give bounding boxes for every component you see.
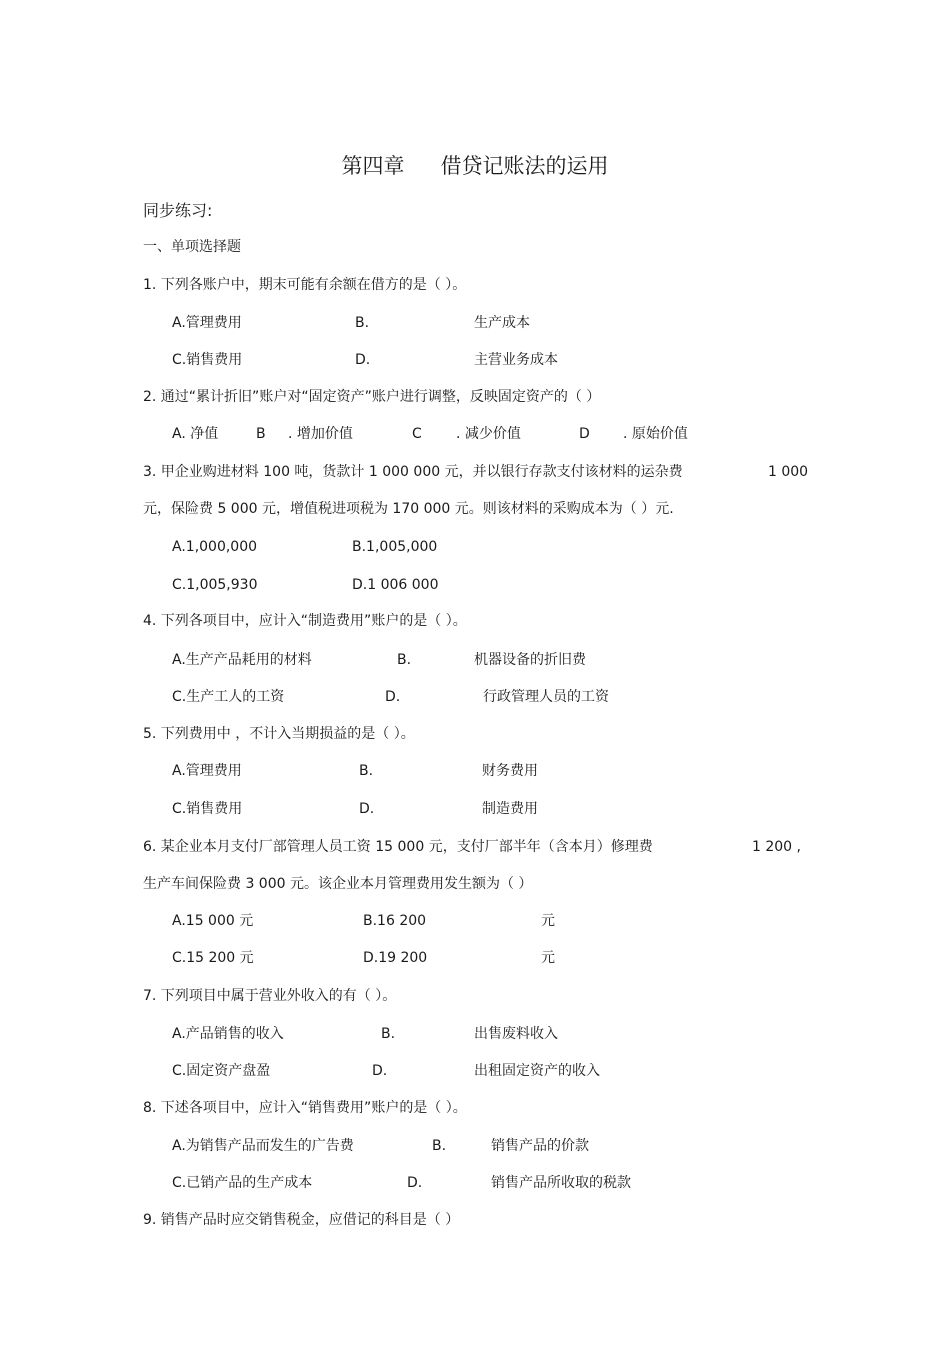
q3-option-a: A.1,000,000: [172, 539, 258, 555]
q1-option-d-letter: D.: [355, 352, 371, 368]
question-3-stem-line-2: 元，保险费 5 000 元，增值税进项税为 170 000 元。则该材料的采购成本为（ ）元.: [143, 501, 674, 517]
chapter-label: 第四章: [341, 154, 405, 178]
q7-option-d-text: 出租固定资产的收入: [474, 1063, 600, 1079]
q4-option-b-text: 机器设备的折旧费: [474, 652, 586, 668]
q4-option-b-letter: B.: [397, 652, 412, 668]
q3-option-b: B.1,005,000: [352, 539, 438, 555]
q1-option-a: A.管理费用: [172, 315, 242, 331]
q6-option-b-value: B.16 200: [363, 913, 427, 929]
question-6-stem-line-2: 生产车间保险费 3 000 元。该企业本月管理费用发生额为（ ）: [143, 876, 533, 892]
question-8-stem: 8. 下述各项目中，应计入“销售费用”账户的是（ ）。: [143, 1100, 467, 1116]
question-4-stem: 4. 下列各项目中，应计入“制造费用”账户的是（ ）。: [143, 613, 467, 629]
q6-option-b-unit: 元: [541, 913, 555, 929]
q8-option-c: C.已销产品的生产成本: [172, 1175, 313, 1191]
q1-option-c: C.销售费用: [172, 352, 243, 368]
q4-option-c: C.生产工人的工资: [172, 689, 285, 705]
q1-option-b-text: 生产成本: [474, 315, 530, 331]
q6-option-c: C.15 200 元: [172, 950, 254, 966]
q8-option-d-text: 销售产品所收取的税款: [491, 1175, 631, 1191]
q8-option-b-text: 销售产品的价款: [491, 1138, 589, 1154]
q7-option-b-letter: B.: [381, 1026, 396, 1042]
q6-option-d-unit: 元: [541, 950, 555, 966]
q8-option-d-letter: D.: [407, 1175, 423, 1191]
q2-option-c-letter: C: [412, 426, 422, 442]
question-1-stem: 1. 下列各账户中，期末可能有余额在借方的是（ ）。: [143, 277, 467, 293]
page-title: [0, 153, 950, 179]
q5-option-b-text: 财务费用: [482, 763, 538, 779]
q2-option-d-letter: D: [579, 426, 590, 442]
q2-option-d-text: . 原始价值: [623, 426, 688, 442]
q2-option-b-letter: B: [256, 426, 266, 442]
q3-option-c: C.1,005,930: [172, 577, 258, 593]
q5-option-c: C.销售费用: [172, 801, 243, 817]
q7-option-c: C.固定资产盘盈: [172, 1063, 271, 1079]
section-heading: 一、单项选择题: [143, 239, 241, 255]
question-7-stem: 7. 下列项目中属于营业外收入的有（ ）。: [143, 988, 397, 1004]
q4-option-d-letter: D.: [385, 689, 401, 705]
question-3-stem-amount: 1 000: [768, 464, 809, 480]
question-6-stem-line-1: 6. 某企业本月支付厂部管理人员工资 15 000 元，支付厂部半年（含本月）修理费: [143, 839, 653, 855]
q5-option-d-text: 制造费用: [482, 801, 538, 817]
q2-option-c-text: . 减少价值: [456, 426, 521, 442]
question-6-stem-amount: 1 200 ,: [752, 839, 801, 855]
q8-option-a: A.为销售产品而发生的广告费: [172, 1138, 354, 1154]
question-9-stem: 9. 销售产品时应交销售税金，应借记的科目是（ ）: [143, 1212, 460, 1228]
q7-option-a: A.产品销售的收入: [172, 1026, 284, 1042]
q5-option-d-letter: D.: [359, 801, 375, 817]
q1-option-b-letter: B.: [355, 315, 370, 331]
q2-option-a: A. 净值: [172, 426, 219, 442]
q5-option-a: A.管理费用: [172, 763, 242, 779]
q4-option-d-text: 行政管理人员的工资: [483, 689, 609, 705]
q2-option-b-text: . 增加价值: [288, 426, 353, 442]
q6-option-d-value: D.19 200: [363, 950, 428, 966]
question-2-stem: 2. 通过“累计折旧”账户对“固定资产”账户进行调整，反映固定资产的（ ）: [143, 389, 601, 405]
q8-option-b-letter: B.: [432, 1138, 447, 1154]
chapter-name: 借贷记账法的运用: [440, 154, 609, 178]
q7-option-b-text: 出售废料收入: [474, 1026, 558, 1042]
question-5-stem: 5. 下列费用中 ，不计入当期损益的是（ ）。: [143, 726, 415, 742]
q3-option-d: D.1 006 000: [352, 577, 439, 593]
subtitle: 同步练习:: [143, 201, 213, 220]
question-3-stem-line-1: 3. 甲企业购进材料 100 吨，货款计 1 000 000 元，并以银行存款支付该材料的运杂费: [143, 464, 683, 480]
q4-option-a: A.生产产品耗用的材料: [172, 652, 312, 668]
q7-option-d-letter: D.: [372, 1063, 388, 1079]
q6-option-a: A.15 000 元: [172, 913, 254, 929]
q5-option-b-letter: B.: [359, 763, 374, 779]
q1-option-d-text: 主营业务成本: [474, 352, 558, 368]
